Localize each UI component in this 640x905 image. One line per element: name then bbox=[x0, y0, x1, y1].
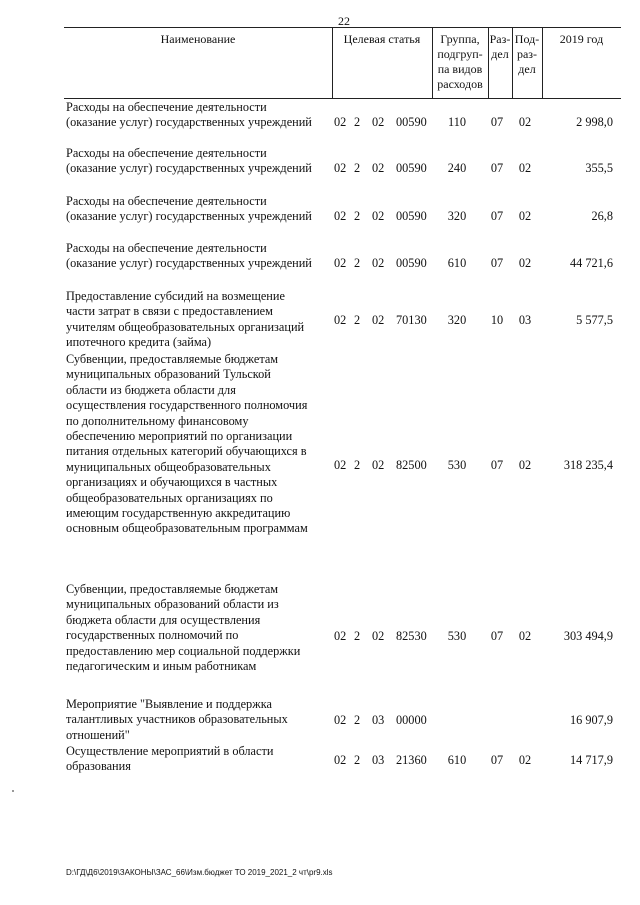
row-group: 240 bbox=[447, 161, 467, 175]
row-amount: 44 721,6 bbox=[569, 256, 613, 270]
row-code-3: 02 bbox=[372, 209, 385, 223]
row-group: 610 bbox=[447, 256, 467, 270]
row-section: 07 bbox=[490, 256, 504, 270]
row-amount: 355,5 bbox=[585, 161, 613, 175]
row-code-2: 2 bbox=[354, 713, 361, 727]
row-code-1: 02 bbox=[334, 458, 347, 472]
row-code-2: 2 bbox=[354, 458, 361, 472]
row-code-4: 21360 bbox=[396, 753, 427, 767]
row-amount: 5 577,5 bbox=[576, 313, 613, 327]
row-group: 530 bbox=[447, 458, 467, 472]
row-code-2: 2 bbox=[354, 115, 361, 129]
row-code-4: 00590 bbox=[396, 161, 427, 175]
row-code-4: 00590 bbox=[396, 115, 427, 129]
row-name: Расходы на обеспечение деятельности (оказание услуг) государственных учреждений bbox=[66, 194, 312, 224]
row-code-4: 00000 bbox=[396, 713, 427, 727]
row-subsection: 02 bbox=[518, 209, 532, 223]
row-code-4: 70130 bbox=[396, 313, 427, 327]
row-code-3: 02 bbox=[372, 313, 385, 327]
row-code-3: 03 bbox=[372, 753, 385, 767]
row-section: 10 bbox=[490, 313, 504, 327]
row-code-1: 02 bbox=[334, 753, 347, 767]
row-group: 320 bbox=[447, 209, 467, 223]
scan-speck bbox=[12, 790, 14, 792]
row-code-1: 02 bbox=[334, 713, 347, 727]
header-subsection: Под- раз- дел bbox=[514, 32, 540, 76]
row-amount: 16 907,9 bbox=[569, 713, 613, 727]
row-subsection: 02 bbox=[518, 161, 532, 175]
row-group: 320 bbox=[447, 313, 467, 327]
row-code-3: 02 bbox=[372, 161, 385, 175]
header-name: Наименование bbox=[160, 32, 236, 46]
row-code-3: 02 bbox=[372, 629, 385, 643]
row-section: 07 bbox=[490, 629, 504, 643]
row-code-2: 2 bbox=[354, 629, 361, 643]
row-subsection: 02 bbox=[518, 753, 532, 767]
row-code-3: 02 bbox=[372, 458, 385, 472]
row-code-1: 02 bbox=[334, 629, 347, 643]
row-code-2: 2 bbox=[354, 753, 361, 767]
row-section: 07 bbox=[490, 458, 504, 472]
row-subsection: 02 bbox=[518, 256, 532, 270]
file-path-footer: D:\ГД\Д6\2019\ЗАКОНЫ\ЗАС_66\Изм.бюджет ТО 2019_2021_2 чт\pr9.xls bbox=[66, 868, 333, 877]
table-header bbox=[64, 27, 621, 99]
row-code-4: 82500 bbox=[396, 458, 427, 472]
row-code-1: 02 bbox=[334, 115, 347, 129]
row-code-4: 82530 bbox=[396, 629, 427, 643]
row-amount: 303 494,9 bbox=[563, 629, 613, 643]
row-name: Расходы на обеспечение деятельности (оказание услуг) государственных учреждений bbox=[66, 100, 312, 130]
row-code-3: 03 bbox=[372, 713, 385, 727]
row-subsection: 02 bbox=[518, 458, 532, 472]
row-amount: 14 717,9 bbox=[569, 753, 613, 767]
row-group: 110 bbox=[448, 115, 466, 129]
row-code-1: 02 bbox=[334, 161, 347, 175]
row-code-1: 02 bbox=[334, 209, 347, 223]
row-amount: 318 235,4 bbox=[563, 458, 613, 472]
row-name: Субвенции, предоставляемые бюджетам муниципальных образований области из бюджета области для осуществления государственных полномочий по предоставлению мер социальной поддержки педагогическим и иным работникам bbox=[66, 582, 301, 674]
header-group: Группа, подгруп- па видов расходов bbox=[437, 32, 483, 91]
row-code-3: 02 bbox=[372, 115, 385, 129]
row-code-3: 02 bbox=[372, 256, 385, 270]
row-code-2: 2 bbox=[354, 161, 361, 175]
row-amount: 26,8 bbox=[591, 209, 613, 223]
row-code-2: 2 bbox=[354, 209, 361, 223]
row-subsection: 02 bbox=[518, 629, 532, 643]
row-code-2: 2 bbox=[354, 313, 361, 327]
row-code-4: 00590 bbox=[396, 209, 427, 223]
page-number: 22 bbox=[338, 14, 350, 28]
row-name: Расходы на обеспечение деятельности (оказание услуг) государственных учреждений bbox=[66, 146, 312, 176]
row-name: Мероприятие "Выявление и поддержка талантливых участников образовательных отношений" bbox=[66, 697, 288, 742]
row-code-2: 2 bbox=[354, 256, 361, 270]
row-section: 07 bbox=[490, 161, 504, 175]
row-name: Субвенции, предоставляемые бюджетам муниципальных образований Тульской области из бюджета области для осуществления государственного полномочия по дополнительному финансовому обеспечению мероприятий по организации питания отдельных категорий обучающихся в муниципальных общеобразовательных организациях и обучающихся в частных общеобразовательных организациях по имеющим государственную аккредитацию основным общеобразовательным программам bbox=[66, 352, 308, 536]
header-year: 2019 год bbox=[559, 32, 604, 46]
row-group: 530 bbox=[447, 629, 467, 643]
row-section: 07 bbox=[490, 209, 504, 223]
row-section: 07 bbox=[490, 115, 504, 129]
row-subsection: 02 bbox=[518, 115, 532, 129]
row-group: 610 bbox=[447, 753, 467, 767]
row-code-4: 00590 bbox=[396, 256, 427, 270]
row-subsection: 03 bbox=[518, 313, 532, 327]
header-target: Целевая статья bbox=[343, 32, 421, 46]
row-section: 07 bbox=[490, 753, 504, 767]
row-name: Расходы на обеспечение деятельности (оказание услуг) государственных учреждений bbox=[66, 241, 312, 271]
row-code-1: 02 bbox=[334, 313, 347, 327]
row-code-1: 02 bbox=[334, 256, 347, 270]
row-name: Осуществление мероприятий в области образования bbox=[66, 744, 274, 774]
header-section: Раз- дел bbox=[489, 32, 511, 61]
row-amount: 2 998,0 bbox=[576, 115, 613, 129]
row-name: Предоставление субсидий на возмещение части затрат в связи с предоставлением учителям общеобразовательных организаций ипотечного кредита (займа) bbox=[66, 289, 305, 350]
